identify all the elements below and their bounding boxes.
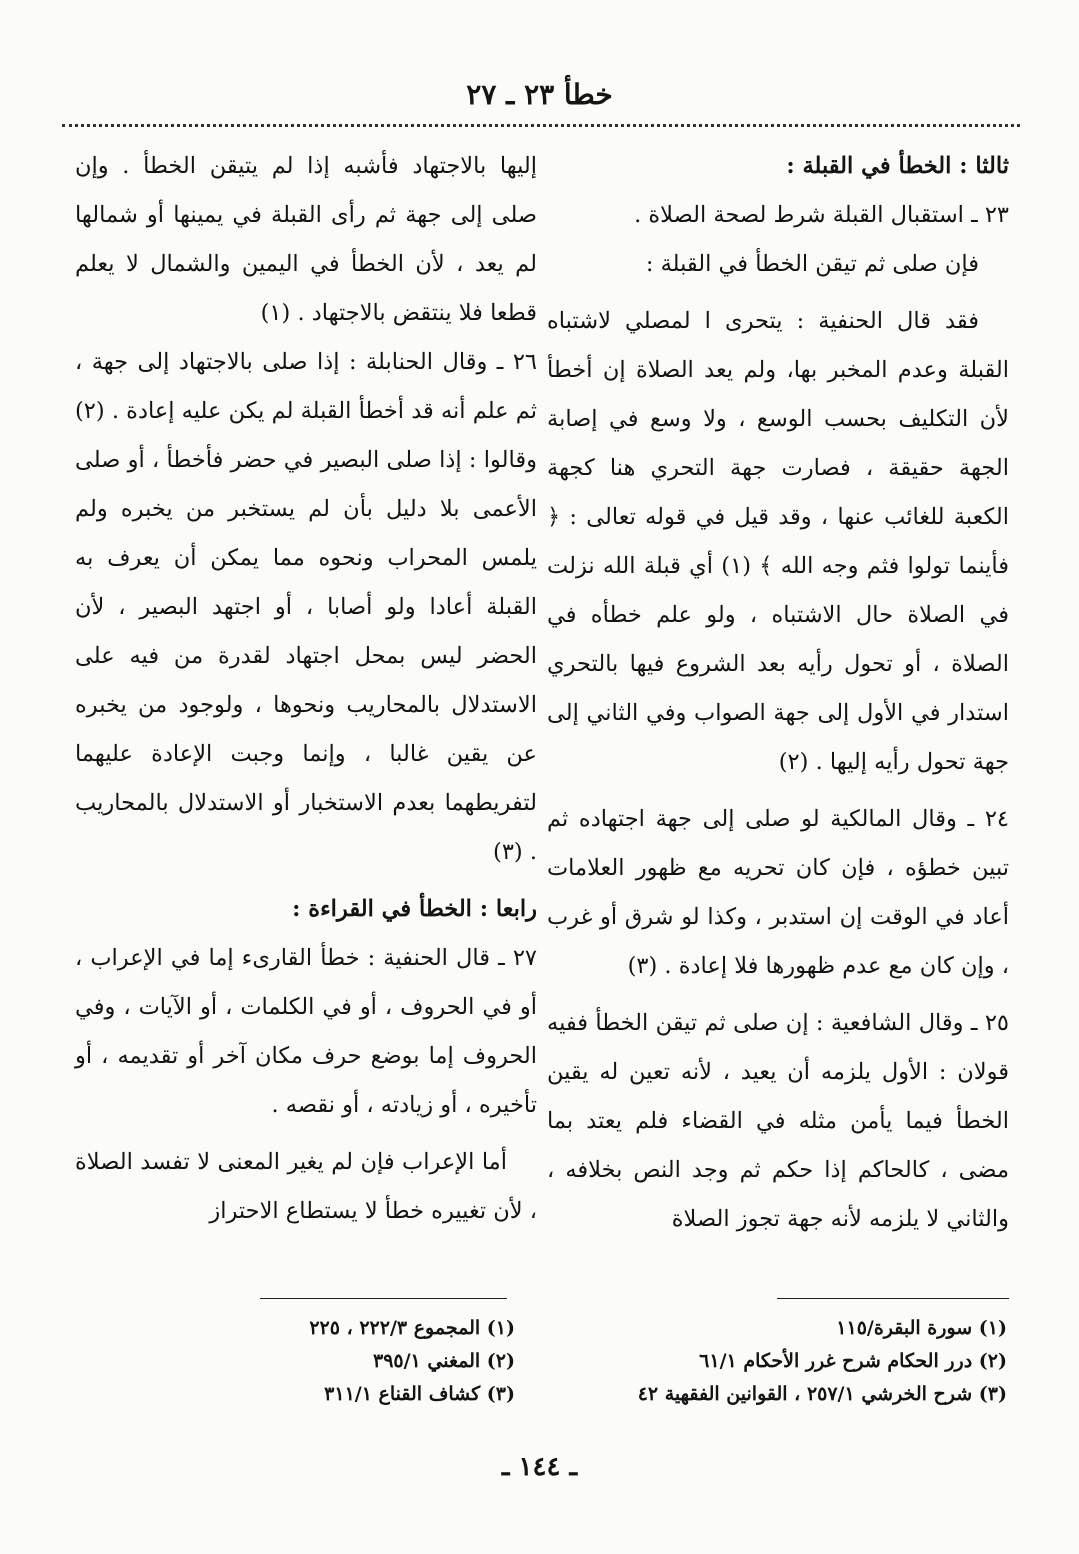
footnote: (٣) كشاف القناع ٣١١/١ [324, 1383, 515, 1405]
paragraph-24: ٢٤ ـ وقال المالكية لو صلى إلى جهة اجتهاده ثم تبين خطؤه ، فإن كان تحريه مع ظهور العلامات أعاد في الوقت إن استدبر ، وكذا لو شرق أو غرب ، وإن كان مع عدم ظهورها فلا إعادة . (٣) [547, 806, 1009, 979]
footnote: (٢) درر الحكام شرح غرر الأحكام ٦١/١ [699, 1350, 1007, 1372]
section-title-reading: رابعا : الخطأ في القراءة : [292, 896, 537, 922]
paragraph-hanafi: فقد قال الحنفية : يتحرى ا لمصلي لاشتباه القبلة وعدم المخبر بها، ولم يعد الصلاة إن أخطأ لأن التكليف بحسب الوسع ، ولا وسع في إصابة الجهة حقيقة ، فصارت جهة التحري هنا كجهة الكعبة للغائب عنها ، وقد قيل في قوله تعالى : ﴿ فأينما تولوا فثم وجه الله ﴾ (١) أي قبلة الله نزلت في الصلاة حال الاشتباه ، ولو علم خطأه في الصلاة ، أو تحول رأيه بعد الشروع فيها بالتحري استدار في الأول إلى جهة الصواب وفي الثاني إلى جهة تحول رأيه إليها . (٢) [547, 308, 1009, 775]
left-column [75, 142, 537, 1236]
page-number: ـ ١٤٤ ـ [501, 1452, 578, 1482]
paragraph-26: ٢٦ ـ وقال الحنابلة : إذا صلى بالاجتهاد إلى جهة ، ثم علم أنه قد أخطأ القبلة لم يكن عليه إعادة . (٢) وقالوا : إذا صلى البصير في حضر فأخطأ ، أو صلى الأعمى بلا دليل بأن لم يستخبر من يخبره ولم يلمس المحراب ونحوه مما يمكن أن يعرف به القبلة أعادا ولو أصابا ، أو اجتهد البصير ، لأن الحضر ليس بمحل اجتهاد لقدرة من فيه على الاستدلال بالمحاريب ونحوها ، ولوجود من يخبره عن يقين غالبا ، وإنما وجبت الإعادة عليهما لتفريطهما بعدم الاستخبار أو الاستدلال بالمحاريب . (٣) [75, 349, 537, 865]
footnote: (٣) شرح الخرشي ٢٥٧/١ ، القوانين الفقهية ٤٢ [637, 1383, 1007, 1405]
paragraph-23-sub: فإن صلى ثم تيقن الخطأ في القبلة : [645, 251, 979, 277]
paragraph-27: ٢٧ ـ قال الحنفية : خطأ القارىء إما في الإعراب ، أو في الحروف ، أو في الكلمات ، أو الآيات ، وفي الحروف إما بوضع حرف مكان آخر أو تقديمه ، أو تأخيره ، أو زيادته ، أو نقصه . [75, 945, 537, 1118]
running-head: خطأ ٢٣ ـ ٢٧ [466, 78, 613, 111]
footnotes-right [567, 1312, 1007, 1411]
footnote-rule-right [777, 1298, 1009, 1299]
paragraph-25: ٢٥ ـ وقال الشافعية : إن صلى ثم تيقن الخطأ ففيه قولان : الأول يلزمه أن يعيد ، لأنه تعين له يقين الخطأ فيما يأمن مثله في القضاء فلم يعتد بما مضى ، كالحاكم إذا حكم ثم وجد النص بخلافه ، والثاني لا يلزمه لأنه جهة تجوز الصلاة [547, 1010, 1009, 1232]
footnote-rule-left [260, 1298, 507, 1299]
footnotes-left [75, 1312, 515, 1411]
paragraph-23: ٢٣ ـ استقبال القبلة شرط لصحة الصلاة . [634, 202, 1009, 228]
header-dotted-rule [62, 124, 1020, 127]
footnote: (٢) المغني ٣٩٥/١ [373, 1350, 515, 1372]
paragraph-27b: أما الإعراب فإن لم يغير المعنى لا تفسد الصلاة ، لأن تغييره خطأ لا يستطاع الاحتراز [75, 1149, 537, 1224]
section-title-qibla: ثالثا : الخطأ في القبلة : [786, 153, 1009, 179]
footnote: (١) المجموع ٢٢٢/٣ ، ٢٢٥ [309, 1317, 515, 1339]
footnote: (١) سورة البقرة/١١٥ [836, 1317, 1007, 1339]
right-column [547, 142, 1009, 1244]
paragraph-continuation: إليها بالاجتهاد فأشبه إذا لم يتيقن الخطأ . وإن صلى إلى جهة ثم رأى القبلة في يمينها أو شمالها لم يعد ، لأن الخطأ في اليمين والشمال لا يعلم قطعا فلا ينتقض بالاجتهاد . (١) [75, 153, 537, 326]
